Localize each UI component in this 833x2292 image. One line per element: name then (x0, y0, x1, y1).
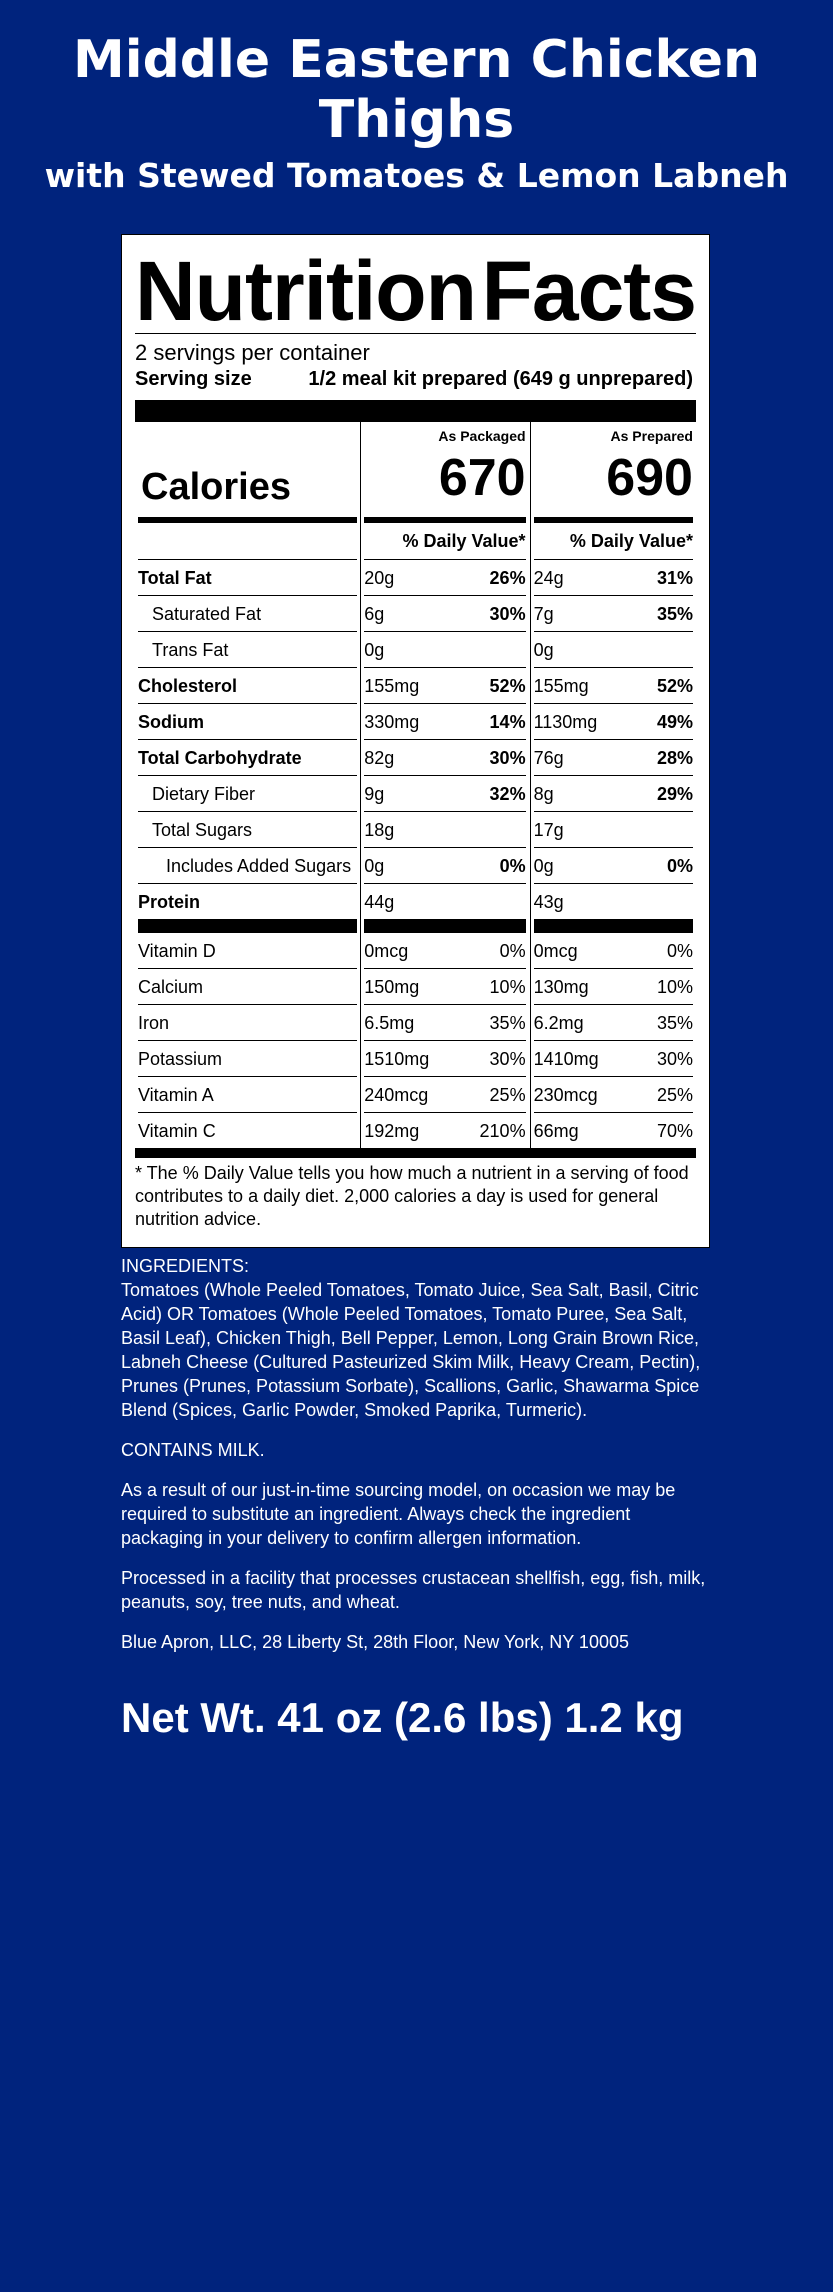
nutrient-row-saturated-fat (138, 595, 357, 631)
dv-spacer (138, 523, 357, 559)
packaged-heading: As Packaged (438, 428, 526, 444)
nutrient-row-calcium (138, 968, 357, 1004)
nutrient-name: Vitamin D (138, 941, 216, 961)
daily-value-percent: 10% (656, 977, 693, 997)
nutrient-name: Vitamin A (138, 1085, 214, 1105)
as-packaged-column (360, 422, 529, 1148)
amount: 130mg (533, 977, 589, 997)
prepared-value-row (534, 631, 693, 667)
daily-value-percent: 35% (656, 1013, 693, 1033)
daily-value-percent: 30% (656, 1049, 693, 1069)
daily-value-percent: 14% (489, 712, 526, 732)
daily-value-percent: 26% (489, 568, 526, 588)
nutrition-label (121, 234, 710, 1248)
amount: 1410mg (533, 1049, 599, 1069)
prepared-dv-heading: % Daily Value* (569, 531, 693, 551)
prepared-value-row (534, 811, 693, 847)
prepared-calories-header (534, 422, 693, 517)
daily-value-percent: 25% (489, 1085, 526, 1105)
nutrient-row-total-carbohydrate (138, 739, 357, 775)
packaged-value-row (364, 968, 525, 1004)
packaged-value-row (364, 883, 525, 919)
prepared-protein-rule (534, 919, 693, 932)
packaged-value-row (364, 847, 525, 883)
amount: 7g (533, 604, 554, 624)
daily-value-percent: 10% (489, 977, 526, 997)
amount: 0g (364, 640, 385, 660)
nutrient-row-vitamin-c (138, 1112, 357, 1148)
as-prepared-column (530, 422, 696, 1148)
serving-size-value: 1/2 meal kit prepared (649 g unprepared) (308, 368, 693, 390)
daily-value-percent: 29% (656, 784, 693, 804)
amount: 44g (364, 892, 395, 912)
nutrient-row-iron (138, 1004, 357, 1040)
prepared-value-row (534, 1004, 693, 1040)
title-word-nutrition: Nutrition (135, 244, 476, 338)
packaged-calories: 670 (438, 449, 526, 507)
daily-value-percent: 70% (656, 1121, 693, 1141)
prepared-value-row (534, 775, 693, 811)
daily-value-percent: 25% (656, 1085, 693, 1105)
daily-value-percent: 32% (489, 784, 526, 804)
company-address: Blue Apron, LLC, 28 Liberty St, 28th Floor, New York, NY 10005 (121, 1632, 629, 1652)
nutrient-row-trans-fat (138, 631, 357, 667)
amount: 1510mg (364, 1049, 430, 1069)
amount: 17g (533, 820, 564, 840)
header (0, 30, 833, 198)
daily-value-percent: 28% (656, 748, 693, 768)
calories-label: Calories (141, 466, 291, 508)
packaged-value-row (364, 559, 525, 595)
daily-value-percent: 35% (656, 604, 693, 624)
nutrient-name-column (135, 422, 360, 1148)
amount: 76g (533, 748, 564, 768)
packaged-value-row (364, 932, 525, 968)
nutrient-name: Iron (138, 1013, 170, 1033)
daily-value-percent: 0% (499, 856, 526, 876)
packaged-value-row (364, 1076, 525, 1112)
amount: 230mcg (533, 1085, 598, 1105)
ingredients-text: Tomatoes (Whole Peeled Tomatoes, Tomato Juice, Sea Salt, Basil, Citric Acid) OR Tomatoes (Whole Peeled Tomatoes, Tomato Puree, Sea Salt, Basil Leaf), Chicken Thigh, Bell Pepper, Lemon, Long Grain Brown Rice, Labneh Cheese (Cultured Pasteurized Skim Milk, Heavy Cream, Pectin), Prunes (Prunes, Potassium Sorbate), Scallions, Garlic, Shawarma Spice Blend (Spices, Garlic Powder, Smoked Paprika, Turmeric). (121, 1280, 701, 1420)
nutrient-row-vitamin-d (138, 932, 357, 968)
packaged-value-row (364, 631, 525, 667)
servings-per-container: 2 servings per container (135, 340, 370, 365)
amount: 0mcg (364, 941, 409, 961)
packaged-value-row (364, 703, 525, 739)
nutrient-name: Vitamin C (138, 1121, 216, 1141)
amount: 0g (533, 640, 554, 660)
amount: 43g (533, 892, 564, 912)
nutrient-name: Includes Added Sugars (166, 856, 352, 876)
amount: 24g (533, 568, 564, 588)
nutrient-name: Saturated Fat (152, 604, 262, 624)
amount: 0g (364, 856, 385, 876)
prepared-value-row (534, 1076, 693, 1112)
nutrient-name: Sodium (138, 712, 204, 732)
serving-size (135, 366, 696, 392)
daily-value-percent: 35% (489, 1013, 526, 1033)
amount: 8g (533, 784, 554, 804)
sourcing-note: As a result of our just-in-time sourcing model, on occasion we may be required to substitute an ingredient. Always check the ingredient packaging in your delivery to confirm allergen information. (121, 1480, 676, 1548)
nutrient-name: Total Sugars (152, 820, 253, 840)
packaged-dv-heading: % Daily Value* (402, 531, 526, 551)
nutrient-name: Dietary Fiber (152, 784, 256, 804)
packaged-value-row (364, 1004, 525, 1040)
packaged-value-row (364, 595, 525, 631)
amount: 20g (364, 568, 395, 588)
daily-value-percent: 49% (656, 712, 693, 732)
amount: 155mg (533, 676, 589, 696)
nutrient-row-dietary-fiber (138, 775, 357, 811)
amount: 9g (364, 784, 385, 804)
daily-value-percent: 0% (666, 856, 693, 876)
serving-size-label: Serving size (135, 368, 252, 390)
prepared-value-row (534, 1040, 693, 1076)
protein-rule (138, 919, 357, 932)
amount: 1130mg (533, 712, 598, 732)
nutrient-row-potassium (138, 1040, 357, 1076)
amount: 6.5mg (364, 1013, 415, 1033)
thick-rule (135, 400, 696, 422)
daily-value-percent: 0% (666, 941, 693, 961)
ingredients-heading: INGREDIENTS: (121, 1256, 250, 1276)
nutrient-grid (135, 422, 696, 1148)
nutrient-row-sodium (138, 703, 357, 739)
nutrient-name: Total Carbohydrate (138, 748, 302, 768)
daily-value-percent: 30% (489, 1049, 526, 1069)
amount: 0mcg (533, 941, 578, 961)
packaged-calories-header (364, 422, 525, 517)
allergen-contains: CONTAINS MILK. (121, 1440, 265, 1460)
prepared-value-row (534, 595, 693, 631)
footnote-rule (135, 1148, 696, 1158)
daily-value-percent: 0% (499, 941, 526, 961)
daily-value-percent: 30% (489, 604, 526, 624)
daily-value-percent: 30% (489, 748, 526, 768)
prepared-value-row (534, 739, 693, 775)
amount: 82g (364, 748, 395, 768)
prepared-value-row (534, 932, 693, 968)
amount: 18g (364, 820, 395, 840)
amount: 66mg (533, 1121, 579, 1141)
recipe-title: Middle Eastern Chicken Thighs (73, 30, 760, 150)
nutrient-row-includes-added-sugars (138, 847, 357, 883)
prepared-value-row (534, 968, 693, 1004)
prepared-calories: 690 (606, 449, 693, 507)
amount: 150mg (364, 977, 420, 997)
amount: 192mg (364, 1121, 420, 1141)
nutrition-facts-title (135, 244, 696, 338)
prepared-value-row (534, 667, 693, 703)
net-weight: Net Wt. 41 oz (2.6 lbs) 1.2 kg (121, 1694, 684, 1741)
calories-header (138, 422, 357, 517)
amount: 6g (364, 604, 385, 624)
nutrient-row-vitamin-a (138, 1076, 357, 1112)
packaged-value-row (364, 739, 525, 775)
nutrient-name: Total Fat (138, 568, 212, 588)
amount: 240mcg (364, 1085, 429, 1105)
daily-value-footnote: * The % Daily Value tells you how much a nutrient in a serving of food contributes to a daily diet. 2,000 calories a day is used for general nutrition advice. (135, 1163, 689, 1229)
amount: 0g (533, 856, 554, 876)
prepared-value-row (534, 847, 693, 883)
daily-value-percent: 210% (479, 1121, 526, 1141)
packaged-protein-rule (364, 919, 525, 932)
nutrient-name: Potassium (138, 1049, 223, 1069)
amount: 6.2mg (533, 1013, 584, 1033)
ingredients-section (121, 1254, 711, 1670)
nutrient-row-total-fat (138, 559, 357, 595)
recipe-subtitle: with Stewed Tomatoes & Lemon Labneh (44, 156, 789, 195)
nutrient-row-total-sugars (138, 811, 357, 847)
daily-value-percent: 31% (656, 568, 693, 588)
amount: 155mg (364, 676, 420, 696)
nutrient-name: Calcium (138, 977, 204, 997)
nutrient-row-protein (138, 883, 357, 919)
packaged-value-row (364, 1112, 525, 1148)
packaged-value-row (364, 811, 525, 847)
daily-value-percent: 52% (489, 676, 526, 696)
prepared-value-row (534, 883, 693, 919)
title-word-facts: Facts (481, 244, 696, 338)
nutrient-row-cholesterol (138, 667, 357, 703)
prepared-value-row (534, 1112, 693, 1148)
packaged-value-row (364, 667, 525, 703)
prepared-value-row (534, 703, 693, 739)
nutrient-name: Cholesterol (138, 676, 238, 696)
packaged-value-row (364, 1040, 525, 1076)
facility-note: Processed in a facility that processes crustacean shellfish, egg, fish, milk, peanuts, soy, tree nuts, and wheat. (121, 1568, 706, 1612)
nutrient-name: Protein (138, 892, 201, 912)
amount: 330mg (364, 712, 420, 732)
nutrient-name: Trans Fat (152, 640, 229, 660)
prepared-heading: As Prepared (610, 428, 693, 444)
prepared-value-row (534, 559, 693, 595)
packaged-value-row (364, 775, 525, 811)
daily-value-percent: 52% (656, 676, 693, 696)
